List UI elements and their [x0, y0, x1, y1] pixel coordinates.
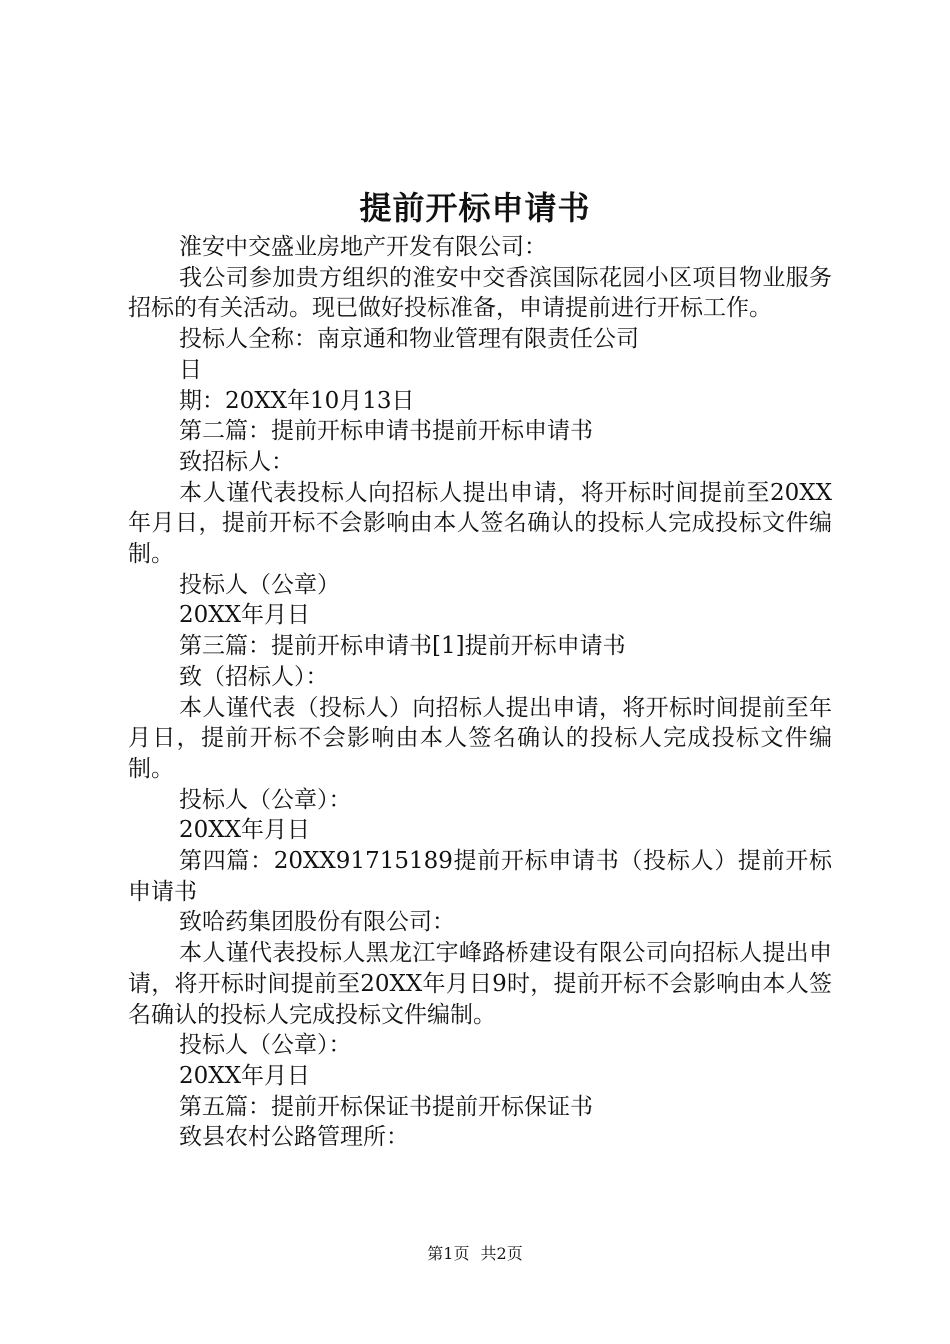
- paragraph-statement: 本人谨代表投标人黑龙江宇峰路桥建设有限公司向招标人提出申请，将开标时间提前至20XX年月日9时，提前开标不会影响由本人签名确认的投标人完成投标文件编制。: [128, 940, 832, 1028]
- paragraph-date: 期：20XX年10月13日: [179, 387, 415, 414]
- section-heading-5: 第五篇：提前开标保证书提前开标保证书: [179, 1093, 593, 1120]
- paragraph-to-tenderer: 致招标人：: [179, 448, 294, 475]
- paragraph-application: 我公司参加贵方组织的淮安中交香滨国际花园小区项目物业服务招标的有关活动。现已做好投标准备，申请提前进行开标工作。: [128, 264, 832, 322]
- paragraph-date: 20XX年月日: [179, 602, 311, 629]
- paragraph-date: 20XX年月日: [179, 1062, 311, 1089]
- paragraph-bidder-name: 投标人全称：南京通和物业管理有限责任公司: [179, 326, 639, 353]
- paragraph-to-tenderer: 致（招标人）：: [179, 663, 329, 690]
- paragraph-to-tenderer: 致哈药集团股份有限公司：: [179, 909, 455, 936]
- paragraph-seal: 投标人（公章）：: [179, 1032, 352, 1059]
- section-heading-2: 第二篇：提前开标申请书提前开标申请书: [179, 418, 593, 445]
- document-title: 提前开标申请书: [359, 189, 591, 227]
- page-footer: [0, 1244, 950, 1264]
- page-total: 共2页: [480, 1244, 523, 1263]
- paragraph-seal: 投标人（公章）: [179, 571, 340, 598]
- paragraph-date-char: 日: [179, 356, 202, 383]
- paragraph-addressee: 淮安中交盛业房地产开发有限公司：: [179, 234, 547, 260]
- paragraph-seal: 投标人（公章）：: [179, 786, 352, 813]
- paragraph-statement: 本人谨代表投标人向招标人提出申请，将开标时间提前至20XX年月日，提前开标不会影响由本人签名确认的投标人完成投标文件编制。: [128, 479, 832, 568]
- section-heading-3: 第三篇：提前开标申请书[1]提前开标申请书: [179, 633, 626, 660]
- document-body: [128, 232, 832, 1153]
- section-heading-4: 第四篇：20XX91715189提前开标申请书（投标人）提前开标申请书: [128, 848, 832, 905]
- page-number: 第1页: [427, 1244, 470, 1263]
- paragraph-date: 20XX年月日: [179, 817, 311, 844]
- paragraph-statement: 本人谨代表（投标人）向招标人提出申请，将开标时间提前至年月日，提前开标不会影响由本人签名确认的投标人完成投标文件编制。: [128, 694, 832, 782]
- paragraph-to-tenderer: 致县农村公路管理所：: [179, 1124, 409, 1151]
